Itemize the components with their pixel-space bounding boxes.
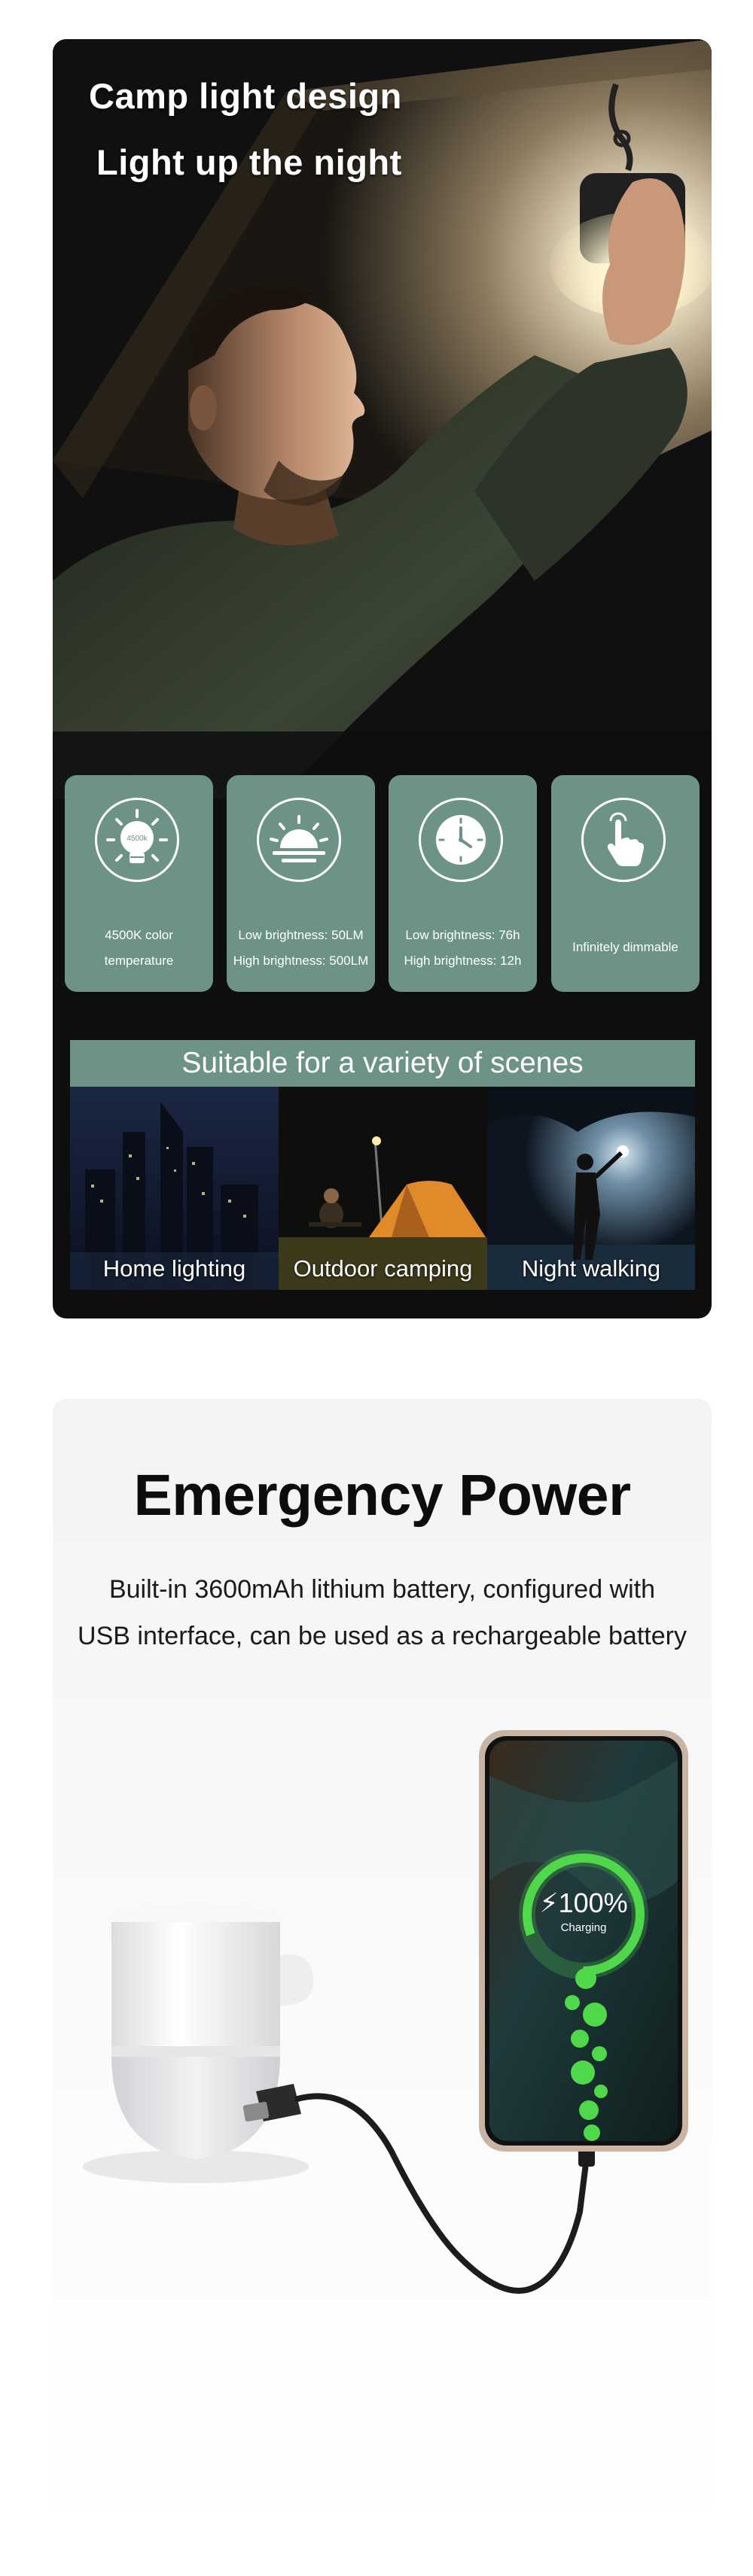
bulb-icon bbox=[95, 798, 179, 882]
feature-card-color-temperature bbox=[65, 775, 213, 992]
power-description bbox=[53, 1566, 712, 1659]
feature-cards bbox=[65, 775, 700, 992]
charge-percent bbox=[535, 1888, 633, 1918]
emergency-power-panel bbox=[53, 1399, 712, 2535]
scene-label: Night walking bbox=[521, 1255, 661, 1282]
power-title: Emergency Power bbox=[133, 1463, 631, 1528]
clock-icon bbox=[419, 798, 503, 882]
charge-percent-value: 100% bbox=[558, 1887, 628, 1918]
power-photo-lantern-charging-phone bbox=[53, 1730, 712, 2535]
charge-status: Charging bbox=[560, 1921, 607, 1934]
power-description-line: USB interface, can be used as a rechargeable battery bbox=[78, 1622, 687, 1650]
feature-line: Infinitely dimmable bbox=[572, 940, 678, 954]
scene-label: Outdoor camping bbox=[293, 1255, 473, 1282]
hero-title-line1: Camp light design bbox=[89, 76, 402, 116]
feature-line: Low brightness: 50LM bbox=[238, 928, 364, 942]
power-description-line: Built-in 3600mAh lithium battery, configured with bbox=[108, 1575, 656, 1604]
sun-brightness-icon bbox=[257, 798, 341, 882]
feature-text bbox=[392, 923, 534, 974]
feature-card-dimmable bbox=[551, 775, 700, 992]
feature-text bbox=[554, 935, 697, 960]
feature-text bbox=[68, 923, 210, 974]
scenes-title: Suitable for a variety of scenes bbox=[70, 1040, 695, 1087]
scene-night-walking bbox=[487, 1087, 695, 1290]
feature-text bbox=[230, 923, 372, 974]
feature-line: Low brightness: 76h bbox=[405, 928, 520, 942]
feature-card-runtime bbox=[389, 775, 537, 992]
scene-label: Home lighting bbox=[102, 1255, 246, 1282]
feature-line: 4500K color bbox=[105, 928, 173, 942]
scene-outdoor-camping bbox=[279, 1087, 487, 1290]
camp-light-panel bbox=[53, 39, 712, 1318]
scene-home-lighting bbox=[70, 1087, 279, 1290]
feature-card-brightness bbox=[227, 775, 375, 992]
touch-hand-icon bbox=[581, 798, 666, 882]
bulb-badge: 4500k bbox=[127, 835, 148, 843]
hero-title-line2: Light up the night bbox=[96, 142, 402, 182]
feature-line: temperature bbox=[104, 953, 174, 968]
feature-line: High brightness: 500LM bbox=[233, 953, 369, 968]
lightning-icon: ⚡ bbox=[539, 1887, 559, 1918]
feature-line: High brightness: 12h bbox=[404, 953, 522, 968]
